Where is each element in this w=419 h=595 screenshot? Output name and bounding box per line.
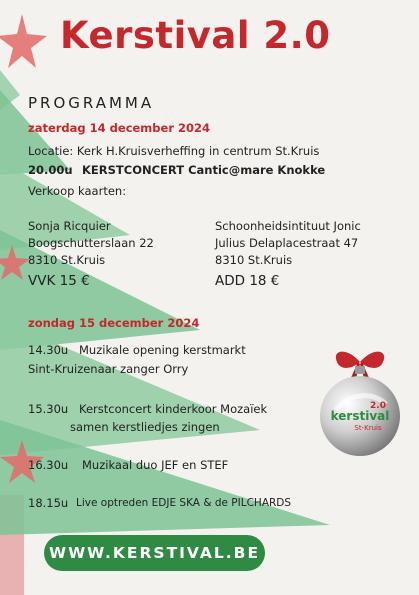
- event-time: 14.30u: [28, 343, 69, 357]
- event-line2: Sint-Kruizenaar zanger Orry: [28, 362, 189, 376]
- event-time: 16.30u: [28, 458, 69, 472]
- vendor2-name: Schoonheidsintituut Jonic: [215, 219, 361, 233]
- sales-label: Verkoop kaarten:: [28, 184, 127, 198]
- event-time: 15.30u: [28, 402, 69, 416]
- ornament-logo-version: 2.0: [370, 401, 386, 411]
- event-line1: Kerstconcert kinderkoor Mozaïek: [79, 402, 268, 416]
- christmas-ornament-icon: [316, 340, 404, 462]
- vendor1-street: Boogschutterslaan 22: [28, 236, 154, 250]
- concert-time: 20.00u: [28, 163, 73, 177]
- event-time: 18.15u: [28, 496, 69, 510]
- vendor1-name: Sonja Ricquier: [28, 219, 111, 233]
- event-line1: Muzikale opening kerstmarkt: [79, 343, 246, 357]
- programma-heading: PROGRAMMA: [28, 94, 155, 112]
- ornament-logo-sub: St-Kruis: [354, 424, 382, 432]
- event-line1: Live optreden EDJE SKA & de PILCHARDS: [76, 497, 292, 509]
- ornament-logo-text: kerstival: [330, 409, 390, 423]
- vendor2-city: 8310 St.Kruis: [215, 253, 293, 267]
- vendor2-price: ADD 18 €: [215, 273, 280, 289]
- vendor1-city: 8310 St.Kruis: [28, 253, 106, 267]
- day1-date: zaterdag 14 december 2024: [28, 121, 211, 135]
- day2-date: zondag 15 december 2024: [28, 316, 200, 330]
- website-link-button[interactable]: WWW.KERSTIVAL.BE: [44, 535, 265, 571]
- vendor2-street: Julius Delaplacestraat 47: [215, 236, 359, 250]
- day1-location: Locatie: Kerk H.Kruisverheffing in centrum St.Kruis: [28, 144, 320, 158]
- event-line2: samen kerstliedjes zingen: [70, 420, 220, 434]
- event-line1: Muzikaal duo JEF en STEF: [82, 458, 229, 472]
- star-icon: [0, 14, 47, 68]
- vendor1-price: VVK 15 €: [28, 273, 90, 289]
- page-title: Kerstival 2.0: [60, 14, 331, 57]
- concert-title: KERSTCONCERT Cantic@mare Knokke: [82, 163, 326, 177]
